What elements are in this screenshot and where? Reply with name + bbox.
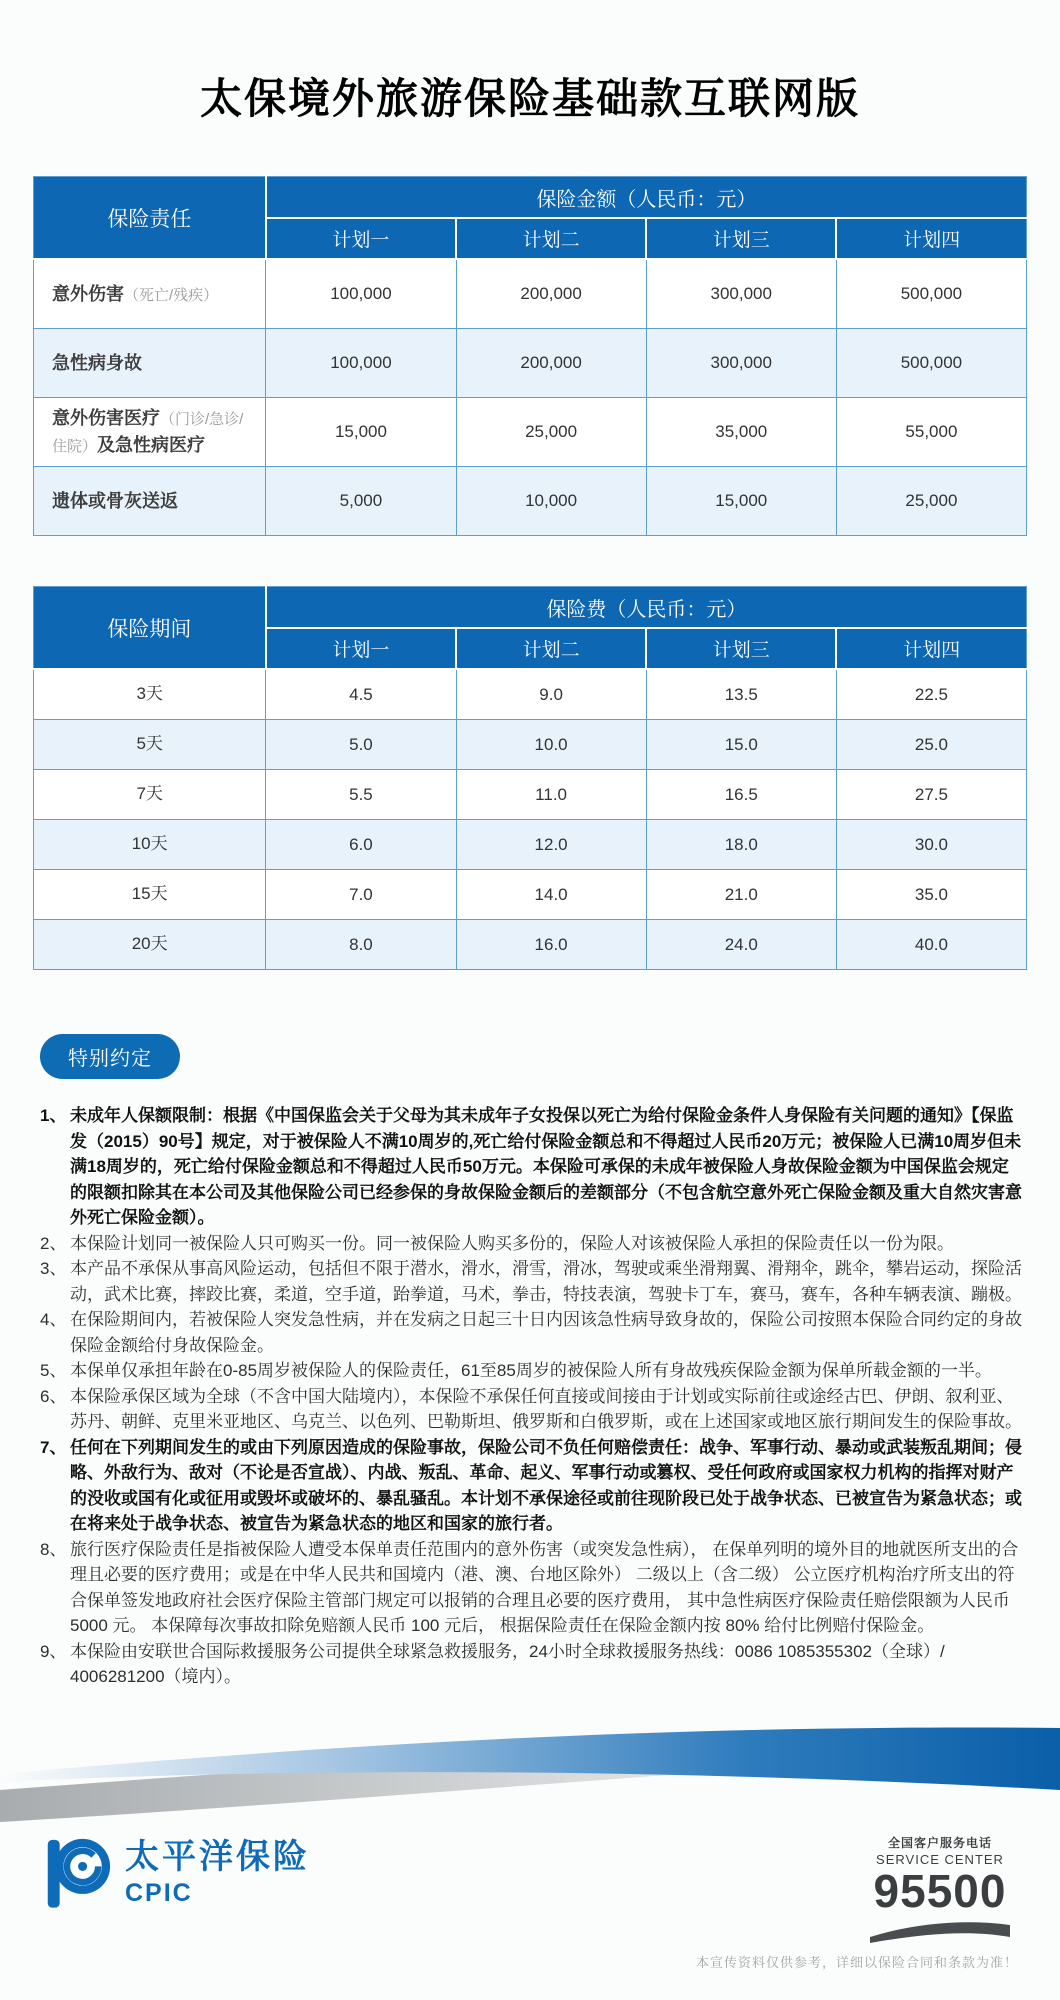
value-cell: 55,000 xyxy=(836,398,1026,467)
value-cell: 5.0 xyxy=(266,720,456,770)
cpic-logo-icon xyxy=(45,1832,111,1915)
clause-number: 7、 xyxy=(40,1437,67,1457)
clause-item xyxy=(40,1103,1024,1231)
value-cell: 30.0 xyxy=(836,820,1026,870)
row-label: 意外伤害医疗（门诊/急诊/住院）及急性病医疗 xyxy=(34,398,266,467)
clause-text: 未成年人保额限制：根据《中国保监会关于父母为其未成年子女投保以死亡为给付保险金条件人身保险有关问题的通知》【保监发（2015）90号】规定，对于被保险人不满10周岁的,死亡给付保险金额总和不得超过人民币20万元；被保险人已满10周岁但未满18周岁的，死亡给付保险金额总和不得超过人民币50万元。本保险可承保的未成年被保险人身故保险金额为中国保监会规定的限额扣除其在本公司及其他保险公司已经参保的身故保险金额后的差额部分（不包含航空意外死亡保险金额及重大自然灾害意外死亡保险金额）。 xyxy=(70,1106,1022,1227)
value-cell: 100,000 xyxy=(266,329,456,398)
row-label: 意外伤害（死亡/残疾） xyxy=(34,259,266,329)
value-cell: 16.0 xyxy=(456,920,646,970)
value-cell: 25,000 xyxy=(456,398,646,467)
value-cell: 25.0 xyxy=(836,720,1026,770)
service-label-en: SERVICE CENTER xyxy=(876,1852,1004,1867)
value-cell: 7.0 xyxy=(266,870,456,920)
value-cell: 11.0 xyxy=(456,770,646,820)
table-row xyxy=(34,669,1027,720)
value-cell: 22.5 xyxy=(836,669,1026,720)
value-cell: 14.0 xyxy=(456,870,646,920)
clause-text: 本保险计划同一被保险人只可购买一份。同一被保险人购买多份的，保险人对该被保险人承担的保险责任以一份为限。 xyxy=(70,1233,954,1253)
row-label: 遗体或骨灰送返 xyxy=(34,467,266,536)
clause-text: 旅行医疗保险责任是指被保险人遭受本保单责任范围内的意外伤害（或突发急性病）， 在保单列明的境外目的地就医所支出的合理且必要的医疗费用；或是在中华人民共和国境内（港、澳、台地区除外） 二级以上（含二级） 公立医疗机构治疗所支出的符合保单签发地政府社会医疗保险主管部门规定可以报销的合理且必要的医疗费用， 其中急性病医疗保险责任赔偿限额为人民币 5000 元。 本保障每次事故扣除免赔额人民币 100 元后， 根据保险责任在保险金额内按 80% 给付比例赔付保险金。 xyxy=(70,1539,1019,1635)
clause-number: 8、 xyxy=(40,1539,67,1559)
service-underline-swoosh-icon xyxy=(870,1917,1010,1943)
clause-item xyxy=(40,1384,1024,1435)
clause-text: 在保险期间内，若被保险人突发急性病，并在发病之日起三十日内因该急性病导致身故的，保险公司按照本保险合同约定的身故保险金额给付身故保险金。 xyxy=(70,1310,1022,1355)
clause-text: 本产品不承保从事高风险运动，包括但不限于潜水，滑水，滑雪，滑冰，驾驶或乘坐滑翔翼、滑翔伞，跳伞，攀岩运动，探险活动，武术比赛，摔跤比赛，柔道，空手道，跆拳道，马术，拳击，特技表演，驾驶卡丁车，赛马，赛车，各种车辆表演、蹦极。 xyxy=(70,1259,1022,1304)
value-cell: 18.0 xyxy=(646,820,836,870)
value-cell: 10.0 xyxy=(456,720,646,770)
clause-number: 5、 xyxy=(40,1361,67,1380)
plan-header: 计划四 xyxy=(836,628,1026,669)
value-cell: 9.0 xyxy=(456,669,646,720)
plan-header: 计划三 xyxy=(646,218,836,259)
clause-text: 本保险承保区域为全球（不含中国大陆境内），本保险不承保任何直接或间接由于计划或实际前往或途经古巴、伊朗、叙利亚、苏丹、朝鲜、克里米亚地区、乌克兰、以色列、巴勒斯坦、俄罗斯和白俄罗斯，或在上述国家或地区旅行期间发生的保险事故。 xyxy=(70,1386,1022,1431)
value-cell: 16.5 xyxy=(646,770,836,820)
value-cell: 25,000 xyxy=(836,467,1026,536)
clause-number: 2、 xyxy=(40,1233,67,1253)
clause-item xyxy=(40,1537,1024,1639)
clause-number: 4、 xyxy=(40,1310,67,1329)
value-cell: 15,000 xyxy=(646,467,836,536)
value-cell: 200,000 xyxy=(456,329,646,398)
row-label: 20天 xyxy=(34,920,266,970)
row-label: 3天 xyxy=(34,669,266,720)
value-cell: 21.0 xyxy=(646,870,836,920)
special-terms-list xyxy=(0,1079,1060,1690)
value-cell: 15,000 xyxy=(266,398,456,467)
value-cell: 35,000 xyxy=(646,398,836,467)
table-row xyxy=(34,920,1027,970)
table-row xyxy=(34,870,1027,920)
row-label: 10天 xyxy=(34,820,266,870)
premium-table-body xyxy=(34,669,1027,970)
row-label: 7天 xyxy=(34,770,266,820)
row-label: 15天 xyxy=(34,870,266,920)
value-cell: 40.0 xyxy=(836,920,1026,970)
value-cell: 300,000 xyxy=(646,259,836,329)
clause-number: 3、 xyxy=(40,1259,67,1278)
value-cell: 27.5 xyxy=(836,770,1026,820)
clause-number: 9、 xyxy=(40,1641,67,1661)
plan-header: 计划四 xyxy=(836,218,1026,259)
table-row xyxy=(34,259,1027,329)
coverage-table-body xyxy=(34,259,1027,536)
premium-table xyxy=(33,586,1027,970)
plan-header: 计划一 xyxy=(266,628,456,669)
value-cell: 200,000 xyxy=(456,259,646,329)
value-cell: 6.0 xyxy=(266,820,456,870)
value-cell: 8.0 xyxy=(266,920,456,970)
value-cell: 5,000 xyxy=(266,467,456,536)
clause-number: 1、 xyxy=(40,1106,67,1125)
coverage-table xyxy=(33,176,1027,536)
clause-number: 6、 xyxy=(40,1386,67,1406)
value-cell: 300,000 xyxy=(646,329,836,398)
table-row xyxy=(34,820,1027,870)
plan-header: 计划一 xyxy=(266,218,456,259)
footer-wave-decoration xyxy=(0,1712,1060,1832)
brand-block xyxy=(45,1832,310,1915)
service-label-cn: 全国客户服务电话 xyxy=(887,1836,992,1850)
plan-header: 计划二 xyxy=(456,218,646,259)
value-cell: 12.0 xyxy=(456,820,646,870)
clause-text: 本保单仅承担年龄在0-85周岁被保险人的保险责任，61至85周岁的被保险人所有身故残疾保险金额为保单所载金额的一半。 xyxy=(70,1361,992,1380)
clause-item xyxy=(40,1358,1024,1384)
plan-header: 计划三 xyxy=(646,628,836,669)
value-cell: 35.0 xyxy=(836,870,1026,920)
clause-item xyxy=(40,1307,1024,1358)
table-row xyxy=(34,770,1027,820)
page-title: 太保境外旅游保险基础款互联网版 xyxy=(199,75,860,122)
brand-name-en: CPIC xyxy=(125,1878,193,1907)
brand-name-cn: 太平洋保险 xyxy=(125,1838,310,1877)
disclaimer-text: 本宣传资料仅供参考，详细以保险合同和条款为准！ xyxy=(695,1955,1018,1970)
value-cell: 15.0 xyxy=(646,720,836,770)
service-center-block xyxy=(865,1834,1015,1943)
value-cell: 4.5 xyxy=(266,669,456,720)
value-cell: 5.5 xyxy=(266,770,456,820)
clause-item xyxy=(40,1639,1024,1690)
table-row xyxy=(34,329,1027,398)
value-cell: 13.5 xyxy=(646,669,836,720)
clause-text: 本保险由安联世合国际救援服务公司提供全球紧急救援服务，24小时全球救援服务热线：0086 1085355302（全球）/ 4006281200（境内）。 xyxy=(70,1641,945,1686)
value-cell: 24.0 xyxy=(646,920,836,970)
row-label: 急性病身故 xyxy=(34,329,266,398)
premium-corner-header: 保险期间 xyxy=(34,587,266,670)
plan-header: 计划二 xyxy=(456,628,646,669)
premium-group-header: 保险费（人民币：元） xyxy=(266,587,1027,629)
coverage-group-header: 保险金额（人民币：元） xyxy=(266,177,1027,219)
clause-item xyxy=(40,1231,1024,1257)
value-cell: 500,000 xyxy=(836,259,1026,329)
clause-item xyxy=(40,1256,1024,1307)
coverage-corner-header: 保险责任 xyxy=(34,177,266,260)
special-terms-badge: 特别约定 xyxy=(40,1034,180,1079)
row-label: 5天 xyxy=(34,720,266,770)
clause-text: 任何在下列期间发生的或由下列原因造成的保险事故，保险公司不负任何赔偿责任：战争、军事行动、暴动或武装叛乱期间；侵略、外敌行为、敌对（不论是否宣战）、内战、叛乱、革命、起义、军事行动或篡权、受任何政府或国家权力机构的指挥对财产的没收或国有化或征用或毁坏或破坏的、暴乱骚乱。本计划不承保途径或前往现阶段已处于战争状态、已被宣告为紧急状态；或在将来处于战争状态、被宣告为紧急状态的地区和国家的旅行者。 xyxy=(70,1437,1022,1533)
clause-item xyxy=(40,1435,1024,1537)
table-row xyxy=(34,398,1027,467)
footer xyxy=(0,1832,1060,1943)
value-cell: 10,000 xyxy=(456,467,646,536)
table-row xyxy=(34,467,1027,536)
value-cell: 100,000 xyxy=(266,259,456,329)
value-cell: 500,000 xyxy=(836,329,1026,398)
service-phone-number: 95500 xyxy=(873,1865,1007,1917)
table-row xyxy=(34,720,1027,770)
